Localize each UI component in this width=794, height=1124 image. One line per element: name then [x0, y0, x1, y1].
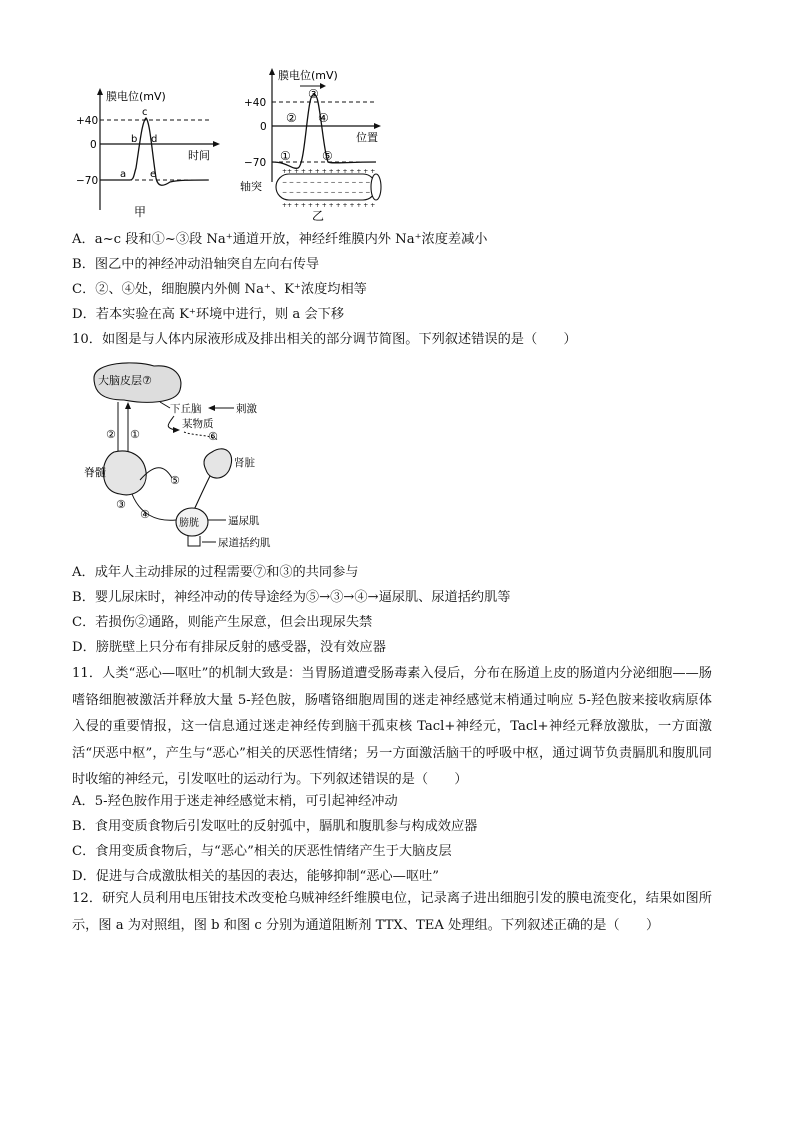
- jia-tick-p40: +40: [76, 115, 99, 127]
- jia-point-c: c: [142, 107, 148, 118]
- pathway-5: ⑤: [170, 474, 180, 487]
- jia-xlabel: 时间: [188, 149, 210, 162]
- yi-ylabel: 膜电位(mV): [278, 69, 338, 82]
- q9-option-a: A．a~c 段和①~③段 Na⁺通道开放，神经纤维膜内外 Na⁺浓度差减小: [72, 232, 488, 247]
- yi-marker-1: ①: [280, 149, 291, 163]
- jia-tick-m70: −70: [76, 175, 99, 187]
- figure-urination: [84, 360, 284, 552]
- jia-caption: 甲: [134, 205, 147, 219]
- pathway-6: ⑥: [208, 430, 218, 443]
- yi-tick-p40: +40: [244, 97, 267, 109]
- pathway-2: ②: [106, 428, 116, 441]
- q10-option-c: C．若损伤②通路，则能产生尿意，但会出现尿失禁: [72, 615, 373, 630]
- stimulus-label: 刺激: [236, 403, 257, 415]
- q9-option-d: D．若本实验在高 K⁺环境中进行，则 a 会下移: [72, 307, 345, 322]
- jia-point-b: b: [131, 134, 138, 145]
- pathway-1: ①: [130, 428, 140, 441]
- yi-minus-inner-2: − − − − − − − − − − − − −: [282, 189, 371, 196]
- bladder-label: 膀胱: [179, 518, 199, 529]
- yi-marker-5: ⑤: [322, 149, 333, 163]
- yi-minus-inner-1: − − − − − − − − − − − − −: [282, 179, 371, 186]
- yi-marker-3: ③: [308, 87, 319, 101]
- q10-stem: 10．如图是与人体内尿液形成及排出相关的部分调节简图。下列叙述错误的是（ ）: [72, 332, 577, 347]
- yi-caption: 乙: [312, 209, 325, 223]
- axon-body: [276, 174, 376, 200]
- cortex-label: 大脑皮层⑦: [98, 374, 152, 387]
- jia-point-a: a: [120, 169, 127, 180]
- spinal-label: 脊髓: [84, 466, 106, 479]
- q10-option-b: B．婴儿尿床时，神经冲动的传导途经为⑤→③→④→逼尿肌、尿道括约肌等: [72, 590, 511, 605]
- kidney-label: 肾脏: [234, 457, 255, 469]
- yi-tick-0: 0: [260, 121, 267, 133]
- figure-yi: [236, 62, 406, 224]
- yi-marker-4: ④: [318, 111, 329, 125]
- jia-point-d: d: [151, 134, 158, 145]
- sphincter-label: 尿道括约肌: [218, 537, 271, 549]
- jia-point-e: e: [150, 169, 157, 180]
- jia-tick-0: 0: [90, 139, 97, 151]
- hypothalamus-label: 下丘脑: [170, 403, 202, 415]
- q11-option-c: C．食用变质食物后，与“恶心”相关的厌恶性情绪产生于大脑皮层: [72, 844, 452, 859]
- yi-plus-bottom: ++ + + + + + + + + + + + +: [282, 202, 376, 209]
- jia-ylabel: 膜电位(mV): [106, 90, 166, 103]
- q9-option-b: B．图乙中的神经冲动沿轴突自左向右传导: [72, 257, 320, 272]
- pathway-3: ③: [116, 498, 126, 511]
- yi-tick-m70: −70: [244, 157, 267, 169]
- q11-option-a: A．5-羟色胺作用于迷走神经感觉末梢，可引起神经冲动: [72, 794, 398, 809]
- q11-option-b: B．食用变质食物后引发呕吐的反射弧中，膈肌和腹肌参与构成效应器: [72, 819, 478, 834]
- substance-label: 某物质: [182, 418, 214, 430]
- q10-option-d: D．膀胱壁上只分布有排尿反射的感受器，没有效应器: [72, 640, 386, 655]
- yi-plus-top: ++ + + + + + + + + + + + +: [282, 168, 376, 175]
- q12-stem: 12．研究人员利用电压钳技术改变枪乌贼神经纤维膜电位，记录离子进出细胞引发的膜电流变化，结果如图所示，图 a 为对照组，图 b 和图 c 分别为通道阻断剂 TTX、TEA 处理组。下列叙述正确的是（ ）: [72, 891, 712, 933]
- figure-jia: [70, 82, 240, 222]
- q9-option-c: C．②、④处，细胞膜内外侧 Na⁺、K⁺浓度均相等: [72, 282, 367, 297]
- detrusor-label: 逼尿肌: [228, 515, 260, 527]
- q10-option-a: A．成年人主动排尿的过程需要⑦和③的共同参与: [72, 565, 359, 580]
- yi-marker-2: ②: [286, 111, 297, 125]
- q11-stem: 11．人类“恶心—呕吐”的机制大致是：当胃肠道遭受肠毒素入侵后，分布在肠道上皮的肠道内分泌细胞——肠嗜铬细胞被激活并释放大量 5-羟色胺，肠嗜铬细胞周围的迷走神经感觉末梢通过响应 5-羟色胺来接收病原体入侵的重要情报，这一信息通过迷走神经传到脑干孤束核 Tacl+神经元，Tacl+神经元释放激肽，一方面激活“厌恶中枢”，产生与“恶心”相关的厌恶性情绪；另一方面激活脑干的呼吸中枢，通过调节负责膈肌和腹肌同时收缩的神经元，引发呕吐的运动行为。下列叙述错误的是（ ）: [72, 666, 712, 787]
- q11-option-d: D．促进与合成激肽相关的基因的表达，能够抑制“恶心—呕吐”: [72, 869, 439, 884]
- yi-axon-label: 轴突: [240, 180, 262, 193]
- yi-xlabel: 位置: [356, 131, 378, 144]
- pathway-4: ④: [140, 508, 150, 521]
